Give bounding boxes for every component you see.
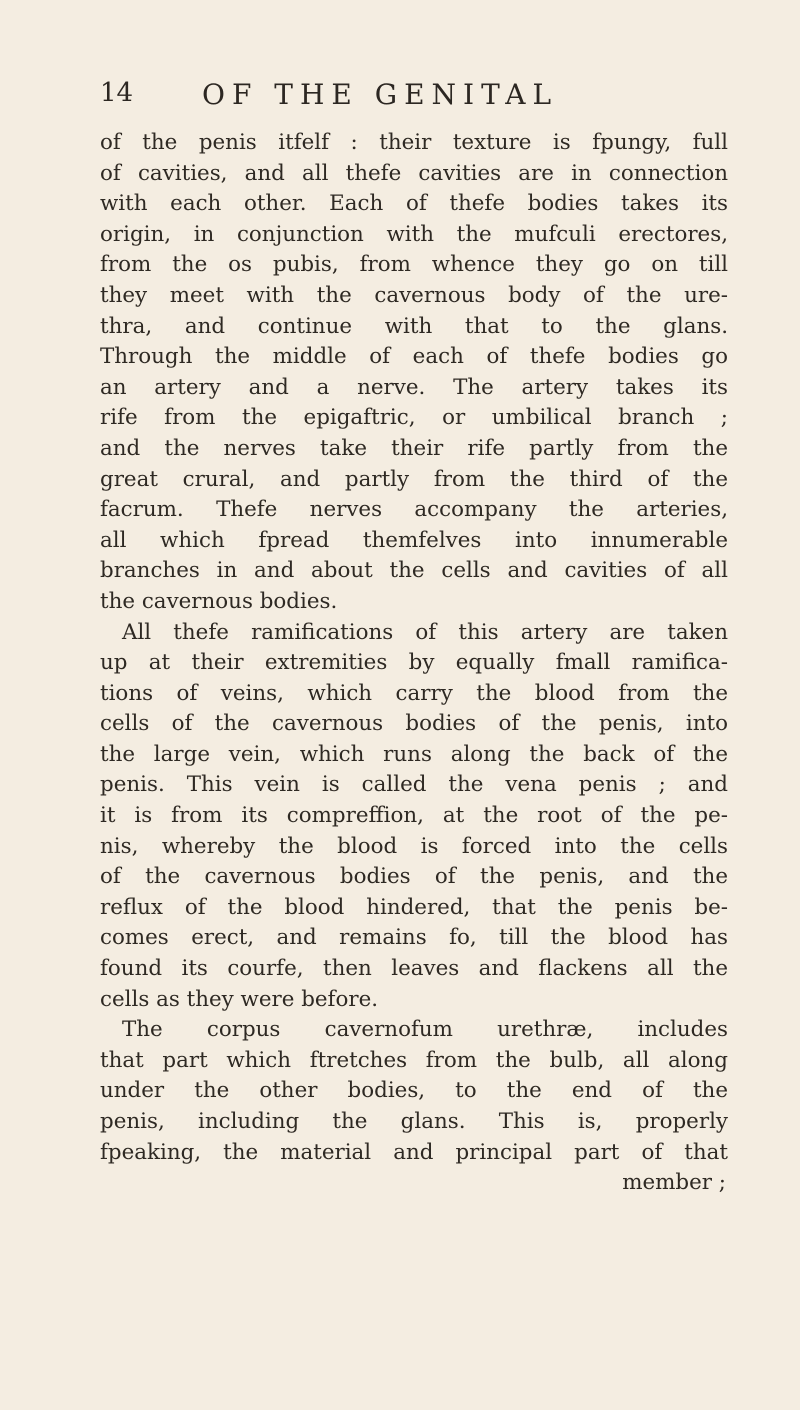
- text-line: of the penis itfelf : their texture is fpungy, full: [100, 130, 728, 155]
- text-line: of cavities, and all thefe cavities are in connection: [100, 160, 728, 186]
- running-head: OF THE GENITAL: [202, 78, 559, 111]
- text-line: the cavernous bodies.: [100, 588, 338, 614]
- text-line: reflux of the blood hindered, that the penis be-: [100, 894, 728, 920]
- text-line: penis, including the glans. This is, properly: [100, 1109, 728, 1134]
- text-line: of the cavernous bodies of the penis, and the: [100, 864, 728, 890]
- text-line: The corpus cavernofum urethræ, includes: [122, 1017, 728, 1043]
- text-line: they meet with the cavernous body of the ure-: [100, 282, 728, 308]
- text-line: and the nerves take their rife partly from the: [100, 435, 728, 461]
- text-line: all which fpread themfelves into innumerable: [100, 527, 728, 553]
- text-line: fpeaking, the material and principal part of that: [100, 1139, 728, 1165]
- text-line: it is from its compreffion, at the root of the pe-: [100, 803, 728, 829]
- text-line: that part which ftretches from the bulb, all along: [100, 1047, 728, 1073]
- text-line: thra, and continue with that to the glans.: [100, 313, 728, 339]
- text-line: rife from the epigaftric, or umbilical branch ;: [100, 405, 728, 431]
- text-line: nis, whereby the blood is forced into the cells: [100, 833, 728, 859]
- text-line: branches in and about the cells and cavities of all: [100, 558, 728, 584]
- text-line: under the other bodies, to the end of the: [100, 1078, 728, 1104]
- page-header: [100, 78, 740, 118]
- text-line: with each other. Each of thefe bodies takes its: [100, 191, 728, 217]
- text-line: great crural, and partly from the third of the: [100, 466, 728, 492]
- text-line: an artery and a nerve. The artery takes its: [100, 374, 728, 400]
- text-line: All thefe ramifications of this artery are taken: [122, 619, 728, 645]
- body-text: [100, 128, 728, 1199]
- text-line: cells as they were before.: [100, 986, 379, 1012]
- text-line: origin, in conjunction with the mufculi erectores,: [100, 221, 728, 247]
- text-line: tions of veins, which carry the blood from the: [100, 680, 728, 706]
- text-line: the large vein, which runs along the back of the: [100, 741, 728, 767]
- page-number: 14: [100, 78, 134, 108]
- text-line: from the os pubis, from whence they go on till: [100, 252, 728, 278]
- text-line: facrum. Thefe nerves accompany the arteries,: [100, 497, 728, 523]
- text-line: up at their extremities by equally fmall ramifica-: [100, 650, 728, 676]
- text-line: found its courfe, then leaves and flackens all the: [100, 956, 728, 982]
- text-line: comes erect, and remains fo, till the blood has: [100, 925, 728, 951]
- catchword: member ;: [622, 1170, 726, 1196]
- text-line: penis. This vein is called the vena penis ; and: [100, 772, 728, 798]
- text-line: cells of the cavernous bodies of the penis, into: [100, 711, 728, 737]
- text-line: Through the middle of each of thefe bodies go: [100, 344, 728, 370]
